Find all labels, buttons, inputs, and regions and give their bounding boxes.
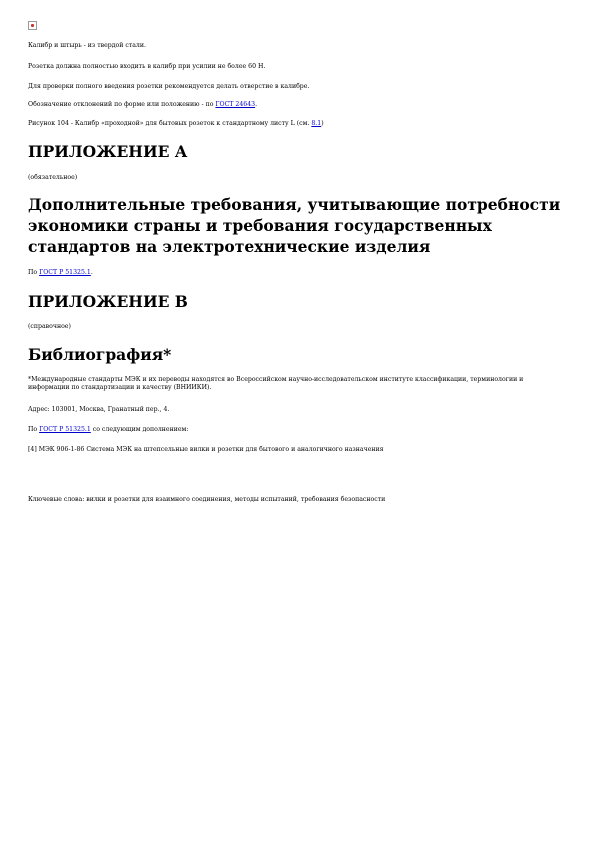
bibliography-footnote: *Международные стандарты МЭК и их переводы находятся во Всероссийском научно-исследовательском институте классификации, терминологии и информации по стандартизации и качеству (ВНИИКИ).	[28, 376, 524, 391]
gost-24643-link[interactable]: ГОСТ 24643	[215, 101, 256, 108]
text: .	[90, 269, 93, 276]
bibliography-heading: Библиография*	[28, 345, 172, 364]
text: .	[255, 101, 258, 108]
text: По	[28, 269, 40, 276]
text: )	[321, 120, 324, 127]
bibliography-item: [4] МЭК 906-1-86 Система МЭК на штепсельные вилки и розетки для бытового и аналогичного назначения	[28, 446, 384, 453]
intro-line-2: Розетка должна полностью входить в калибр при усилии не более 60 Н.	[28, 63, 266, 70]
text: Обозначение отклонений по форме или положению - по	[28, 101, 216, 108]
keywords-line: Ключевые слова: вилки и розетки для взаимного соединения, методы испытаний, требования безопасности	[28, 496, 386, 503]
figure-caption	[28, 120, 324, 128]
text: По	[28, 426, 40, 433]
text: со следующим дополнением:	[90, 426, 189, 433]
appendix-b-status: (справочное)	[28, 323, 71, 330]
appendix-a-status: (обязательное)	[28, 174, 78, 181]
text: Рисунок 104 - Калибр «проходной» для бытовых розеток к стандартному листу L (см.	[28, 120, 312, 127]
appendix-a-title: ПРИЛОЖЕНИЕ А	[28, 142, 188, 161]
appendix-a-heading: Дополнительные требования, учитывающие потребности экономики страны и требования государственных стандартов на электротехнические изделия	[28, 195, 561, 256]
intro-line-1: Калибр и штырь - из твердой стали.	[28, 42, 146, 49]
appendix-a-reference	[28, 269, 93, 277]
broken-image-icon	[28, 21, 37, 30]
gost-r-51325-1-link[interactable]: ГОСТ Р 51325.1	[39, 426, 91, 433]
appendix-b-reference	[28, 426, 188, 434]
appendix-b-title: ПРИЛОЖЕНИЕ В	[28, 292, 188, 311]
gost-r-51325-1-link[interactable]: ГОСТ Р 51325.1	[39, 269, 91, 276]
intro-line-3: Для проверки полного введения розетки рекомендуется делать отверстие в калибре.	[28, 83, 310, 90]
clause-8-1-link[interactable]: 8.1	[311, 120, 322, 127]
intro-line-4	[28, 101, 257, 109]
address-line: Адрес: 103001, Москва, Гранатный пер., 4.	[28, 406, 170, 413]
